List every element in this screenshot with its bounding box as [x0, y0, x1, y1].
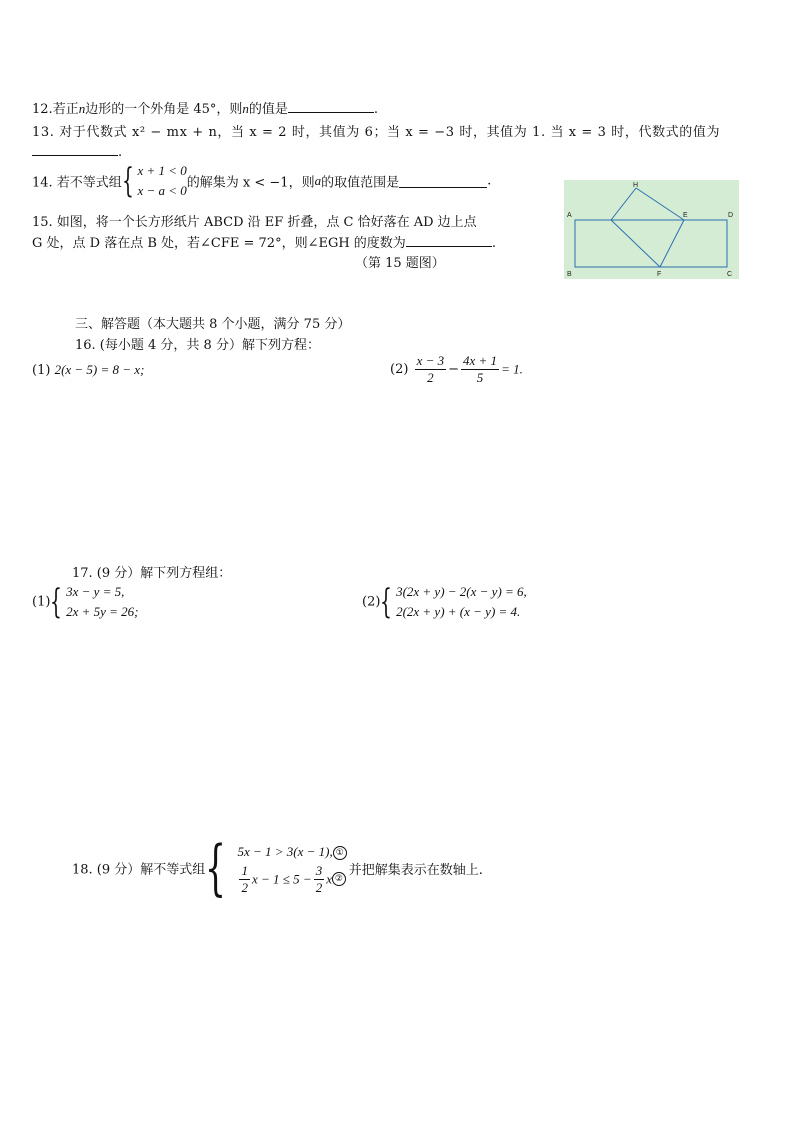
q18-text-pre: 18. (9 分）解不等式组	[72, 862, 206, 878]
question-13-answer-line	[32, 143, 122, 160]
question-14	[32, 161, 491, 201]
q17-part2	[362, 582, 527, 622]
figure-15	[564, 180, 739, 279]
q16-header: 16. (每小题 4 分，共 8 分）解下列方程：	[75, 338, 320, 353]
q12-text-mid: 边形的一个外角是 45°，则	[85, 102, 243, 117]
label-h: H	[633, 182, 639, 189]
segment-gh	[611, 188, 636, 220]
q14-ineq-2: x − a < 0	[137, 183, 187, 198]
q18-ineq-2	[237, 863, 346, 896]
q14-text-pre: 14. 若不等式组	[32, 175, 122, 191]
question-15-line2	[32, 232, 496, 251]
q17-p1-eq1: 3x − y = 5,	[66, 584, 125, 599]
q14-text-post: 的取值范围是	[321, 175, 400, 191]
q16-f1-numerator: x − 3	[416, 353, 445, 368]
q18-system	[237, 841, 346, 896]
q16-fraction-2	[461, 353, 499, 386]
q12-text-post: 的值是	[248, 102, 288, 117]
q16-f1-denominator: 2	[427, 370, 434, 385]
q15-text-line2: G 处，点 D 落在点 B 处，若∠CFE = 72°，则∠EGH 的度数为	[32, 236, 406, 251]
q18-text-post: 并把解集表示在数轴上.	[348, 862, 483, 878]
label-f: F	[657, 271, 662, 278]
q16-p2-label: (2)	[390, 362, 409, 377]
q18-fraction-half	[239, 863, 250, 896]
q14-text-mid: 的解集为 x < −1，则	[186, 175, 315, 191]
q14-period: .	[487, 173, 492, 189]
q14-var-a: a	[314, 173, 322, 188]
q18-ineq-2-end: x	[326, 871, 332, 886]
q16-part1	[32, 362, 144, 378]
label-e: E	[683, 212, 688, 219]
q13-text: 13. 对于代数式 x² − mx + n，当 x = 2 时，其值为 6；当 x = −3 时，其值为 1. 当 x = 3 时，代数式的值为	[32, 125, 721, 140]
q16-p1-label: (1)	[32, 363, 51, 378]
q12-period: .	[373, 102, 379, 117]
q12-text-pre: 若正	[52, 102, 79, 117]
section-3-title: 三、解答题（本大题共 8 个小题，满分 75 分）	[75, 317, 351, 332]
q17-p1-label: (1)	[32, 594, 51, 610]
q18-fraction-three-halves	[314, 863, 325, 896]
q12-answer-blank[interactable]	[288, 100, 374, 113]
q17-p2-eq1: 3(2x + y) − 2(x − y) = 6,	[396, 584, 527, 599]
q15-text-line1: 15. 如图，将一个长方形纸片 ABCD 沿 EF 折叠，点 C 恰好落在 AD 边上点	[32, 215, 477, 230]
segment-gf	[611, 220, 660, 267]
q16-rhs: = 1.	[501, 361, 523, 377]
q15-answer-blank[interactable]	[406, 234, 492, 247]
question-12	[32, 98, 378, 117]
q12-var-n2: n	[242, 101, 249, 116]
q14-answer-blank[interactable]	[399, 175, 487, 188]
question-13	[32, 121, 774, 140]
q17-p2-eq2: 2(2x + y) + (x − y) = 4.	[396, 604, 521, 619]
rectangle-abcd	[575, 220, 727, 267]
q18-frac2-num: 3	[315, 862, 323, 878]
q16-f2-numerator: 4x + 1	[463, 353, 498, 368]
label-d: D	[728, 212, 734, 219]
q17-header: 17. (9 分）解下列方程组：	[72, 566, 232, 581]
q12-var-n: n	[78, 101, 86, 116]
label-a: A	[567, 212, 572, 219]
q14-brace: {	[121, 161, 134, 201]
q18-ineq-1-text: 5x − 1 > 3(x − 1),	[237, 843, 333, 859]
q15-period: .	[491, 236, 496, 251]
q17-p1-brace: {	[50, 582, 63, 622]
q16-p1-equation: 2(x − 5) = 8 − x;	[54, 362, 145, 377]
q17-p1-system	[66, 582, 138, 622]
q18-ineq-2-mid: x − 1 ≤ 5 −	[251, 871, 312, 886]
q13-period: .	[118, 145, 123, 160]
q18-frac1-num: 1	[241, 862, 248, 878]
q18-brace: {	[205, 833, 227, 903]
q16-part2	[390, 353, 523, 386]
label-c: C	[727, 271, 733, 278]
q18-ineq-1	[237, 841, 346, 863]
q17-p1-eq2: 2x + 5y = 26;	[66, 604, 139, 619]
q17-p2-brace: {	[380, 582, 393, 622]
q18-frac1-den: 2	[241, 879, 248, 895]
q18-mark-1: ①	[333, 846, 347, 860]
q16-fraction-1	[415, 353, 447, 386]
label-b: B	[567, 271, 572, 278]
q16-f2-denominator: 5	[476, 370, 484, 385]
segment-ef	[660, 220, 684, 267]
q14-ineq-1: x + 1 < 0	[137, 163, 187, 178]
q16-minus: −	[448, 362, 460, 377]
q13-answer-blank[interactable]	[32, 143, 118, 156]
q18-frac2-den: 2	[315, 879, 323, 895]
q17-part1	[32, 582, 138, 622]
q17-p2-label: (2)	[362, 594, 381, 610]
segment-he	[636, 188, 684, 220]
question-18	[72, 833, 483, 903]
q12-number: 12.	[32, 102, 53, 117]
q18-mark-2: ②	[332, 872, 346, 886]
q17-p2-system	[396, 582, 527, 622]
q14-system	[137, 161, 186, 201]
figure-15-caption: （第 15 题图）	[355, 256, 445, 271]
question-15-line1	[32, 211, 477, 230]
